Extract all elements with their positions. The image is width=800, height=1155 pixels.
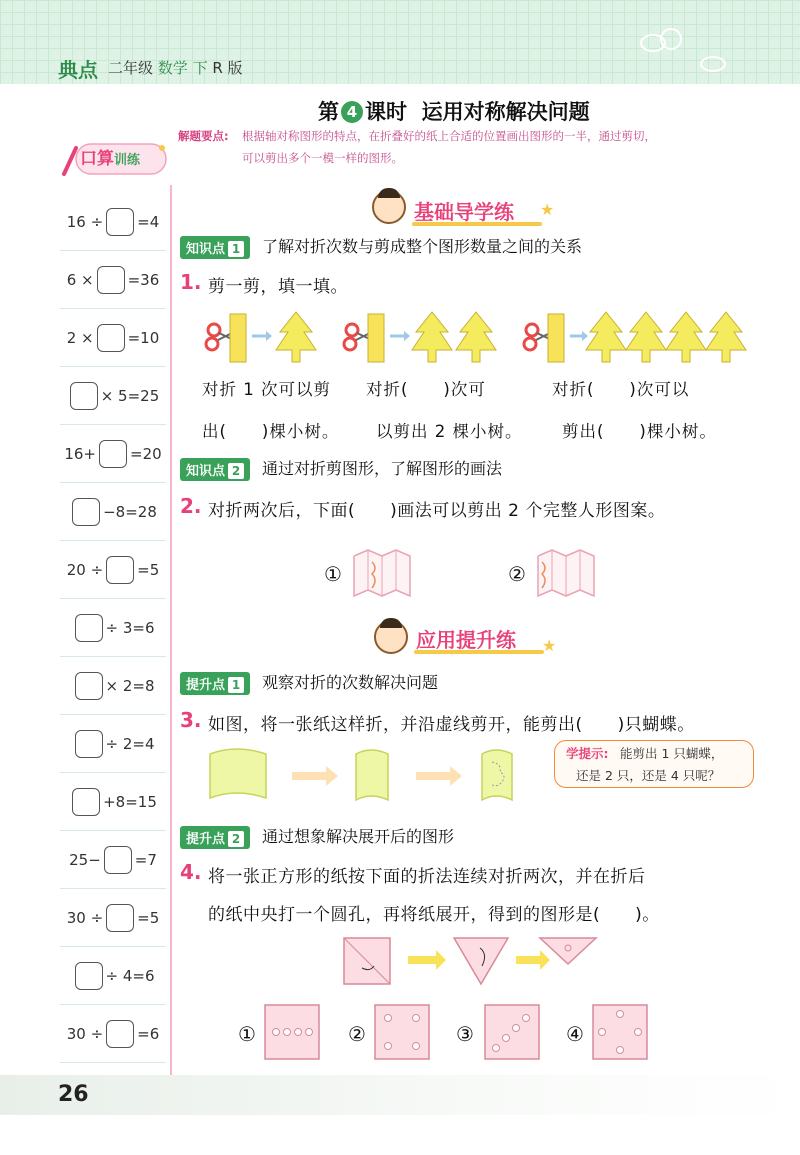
grade-text: 二年级 [108,59,154,77]
star-icon: ★ [542,636,557,655]
child-mascot-icon [372,190,406,224]
tip-line-2: 可以剪出多个一模一样的图形。 [242,151,403,165]
drill-left-text: 30 ÷ [66,1024,104,1043]
drill-right-text: =5 [137,908,160,927]
kp2-number: 2 [228,463,244,479]
q4-option-4-label[interactable]: ④ [566,1022,584,1046]
brand-logo: 典点 [58,58,98,82]
kp1-tag-text: 知识点 [186,242,226,257]
q4-option-3-figure[interactable] [484,1004,540,1060]
hint-line-2: 还是 2 只，还是 4 只呢？ [576,768,721,783]
tp2-number: 2 [228,831,244,847]
folded-paper-option-2[interactable] [534,546,598,602]
q4-option-2-figure[interactable] [374,1004,430,1060]
tree-icon [412,312,452,362]
answer-box[interactable] [106,904,134,932]
answer-box[interactable] [106,556,134,584]
answer-box[interactable] [106,208,134,236]
question-2-number: 2. [180,494,202,518]
oral-drill-item [60,425,166,483]
oral-title [80,144,140,169]
oral-drill-item [60,367,166,425]
child-mascot-icon [374,620,408,654]
cloud-decoration [660,28,682,50]
q2-option-2-label[interactable]: ② [508,562,526,586]
q1-a-line-2[interactable]: 出( )棵小树。 [202,422,340,441]
answer-box[interactable] [75,730,103,758]
answer-box[interactable] [70,382,98,410]
kp1-number: 1 [228,241,244,257]
knowledge-point-1-text: 了解对折次数与剪成整个图形数量之间的关系 [262,237,583,256]
tip-label: 解题要点: [178,129,229,143]
knowledge-point-2-text: 通过对折剪图形，了解图形的画法 [262,459,503,478]
answer-box[interactable] [75,614,103,642]
basic-section-title: 基础导学练 [414,200,514,224]
lesson-topic: 运用对称解决问题 [421,100,590,124]
drill-right-text: × 5=25 [100,386,160,405]
hint-line-1: 能剪出 1 只蝴蝶， [620,746,724,761]
q1-b-line-2: 以剪出 2 棵小树。 [376,422,523,441]
q1-c-line-1[interactable]: 对折( )次可以 [552,380,690,399]
drill-right-text: +8=15 [103,792,157,811]
q4-option-4-figure[interactable] [592,1004,648,1060]
question-4-number: 4. [180,860,202,884]
lesson-prefix: 第 [318,100,339,124]
hint-label: 学提示: [566,746,609,761]
apply-section-title: 应用提升练 [416,628,516,652]
tree-icon [276,312,316,362]
drill-right-text: =36 [127,270,160,289]
star-icon: ★ [540,200,555,219]
q1-a-line-1: 对折 1 次可以剪 [202,380,331,399]
drill-left-text: 2 × [66,328,94,347]
oral-drill-item [60,251,166,309]
oral-drill-item [60,309,166,367]
improve-point-2-text: 通过想象解决展开后的图形 [262,827,455,846]
q4-option-2-label[interactable]: ② [348,1022,366,1046]
oral-drill-item [60,773,166,831]
lesson-title [318,96,590,126]
oral-title-b: 训练 [114,153,141,168]
answer-box[interactable] [97,324,125,352]
drill-right-text: =6 [137,1024,160,1043]
answer-box[interactable] [75,672,103,700]
edition-text: R 版 [212,59,243,77]
tree-cutting-figures [200,306,760,368]
drill-right-text: =10 [127,328,160,347]
drill-right-text: =20 [130,444,162,463]
tree-icon [586,312,626,362]
drill-left-text: 16+ [64,444,96,463]
answer-box[interactable] [106,1020,134,1048]
tp1-tag-text: 提升点 [186,678,226,693]
improve-point-2-tag [180,826,250,849]
oral-drill-item [60,599,166,657]
answer-box[interactable] [72,498,100,526]
q4-option-1-label[interactable]: ① [238,1022,256,1046]
drill-right-text: ÷ 4=6 [105,966,155,985]
tree-icon [626,312,666,362]
kp2-tag-text: 知识点 [186,464,226,479]
improve-point-1-text: 观察对折的次数解决问题 [262,673,439,692]
improve-point-1-tag [180,672,250,695]
drill-right-text: ÷ 2=4 [105,734,155,753]
knowledge-point-2-tag [180,458,250,481]
pencil-icon [64,148,76,174]
tip-line-1: 根据轴对称图形的特点，在折叠好的纸上合适的位置画出图形的一半，通过剪切， [242,129,656,143]
lesson-suffix: 课时 [365,100,407,124]
answer-box[interactable] [97,266,125,294]
q4-option-3-label[interactable]: ③ [456,1022,474,1046]
drill-right-text: =7 [134,850,157,869]
drill-left-text: 6 × [66,270,94,289]
drill-right-text: =4 [137,212,160,231]
oral-title-a: 口算 [80,149,114,169]
oral-drill-item [60,1005,166,1063]
drill-left-text: 20 ÷ [66,560,104,579]
q2-option-1-label[interactable]: ① [324,562,342,586]
sidebar-divider [170,185,172,1085]
oral-drill-item [60,193,166,251]
cloud-decoration [700,56,726,72]
square-folding-figures [340,934,600,990]
tp1-number: 1 [228,677,244,693]
butterfly-folding-figures [206,742,546,804]
question-3-number: 3. [180,708,202,732]
question-1-text: 剪一剪，填一填。 [208,277,348,297]
tree-icon [456,312,496,362]
answer-box[interactable] [99,440,127,468]
oral-drill-item [60,715,166,773]
q1-c-line-2[interactable]: 剪出( )棵小树。 [562,422,717,441]
oral-drill-item [60,947,166,1005]
question-4-line-2[interactable]: 的纸中央打一个圆孔，再将纸展开，得到的图形是( )。 [208,905,660,925]
question-3-text[interactable]: 如图，将一张纸这样折，并沿虚线剪开，能剪出( )只蝴蝶。 [208,715,695,735]
tree-icon [706,312,746,362]
oral-drill-item [60,831,166,889]
drill-right-text: −8=28 [103,502,157,521]
question-2-text[interactable]: 对折两次后，下面( )画法可以剪出 2 个完整人形图案。 [208,501,666,521]
oral-drill-item [60,657,166,715]
question-1-number: 1. [180,270,202,294]
oral-drill-item [60,541,166,599]
drill-left-text: 30 ÷ [66,908,104,927]
drill-right-text: =5 [137,560,160,579]
question-4-line-1: 将一张正方形的纸按下面的折法连续对折两次，并在折后 [208,867,646,887]
drill-left-text: 25− [69,850,101,869]
folded-paper-option-1[interactable] [350,546,414,602]
answer-box[interactable] [104,846,132,874]
tree-icon [666,312,706,362]
tp2-tag-text: 提升点 [186,832,226,847]
answer-box[interactable] [75,962,103,990]
grade-label [108,57,243,78]
q4-option-1-figure[interactable] [264,1004,320,1060]
oral-drill-item [60,889,166,947]
q1-b-line-1[interactable]: 对折( )次可 [366,380,486,399]
drill-left-text: 16 ÷ [66,212,104,231]
lesson-number: 4 [341,101,363,123]
page-number: 26 [58,1082,89,1107]
knowledge-point-1-tag [180,236,250,259]
footer-band [0,1075,800,1115]
subject-text: 数学 下 [157,59,208,77]
oral-drill-item [60,483,166,541]
drill-right-text: ÷ 3=6 [105,618,155,637]
drill-right-text: × 2=8 [105,676,155,695]
answer-box[interactable] [72,788,100,816]
